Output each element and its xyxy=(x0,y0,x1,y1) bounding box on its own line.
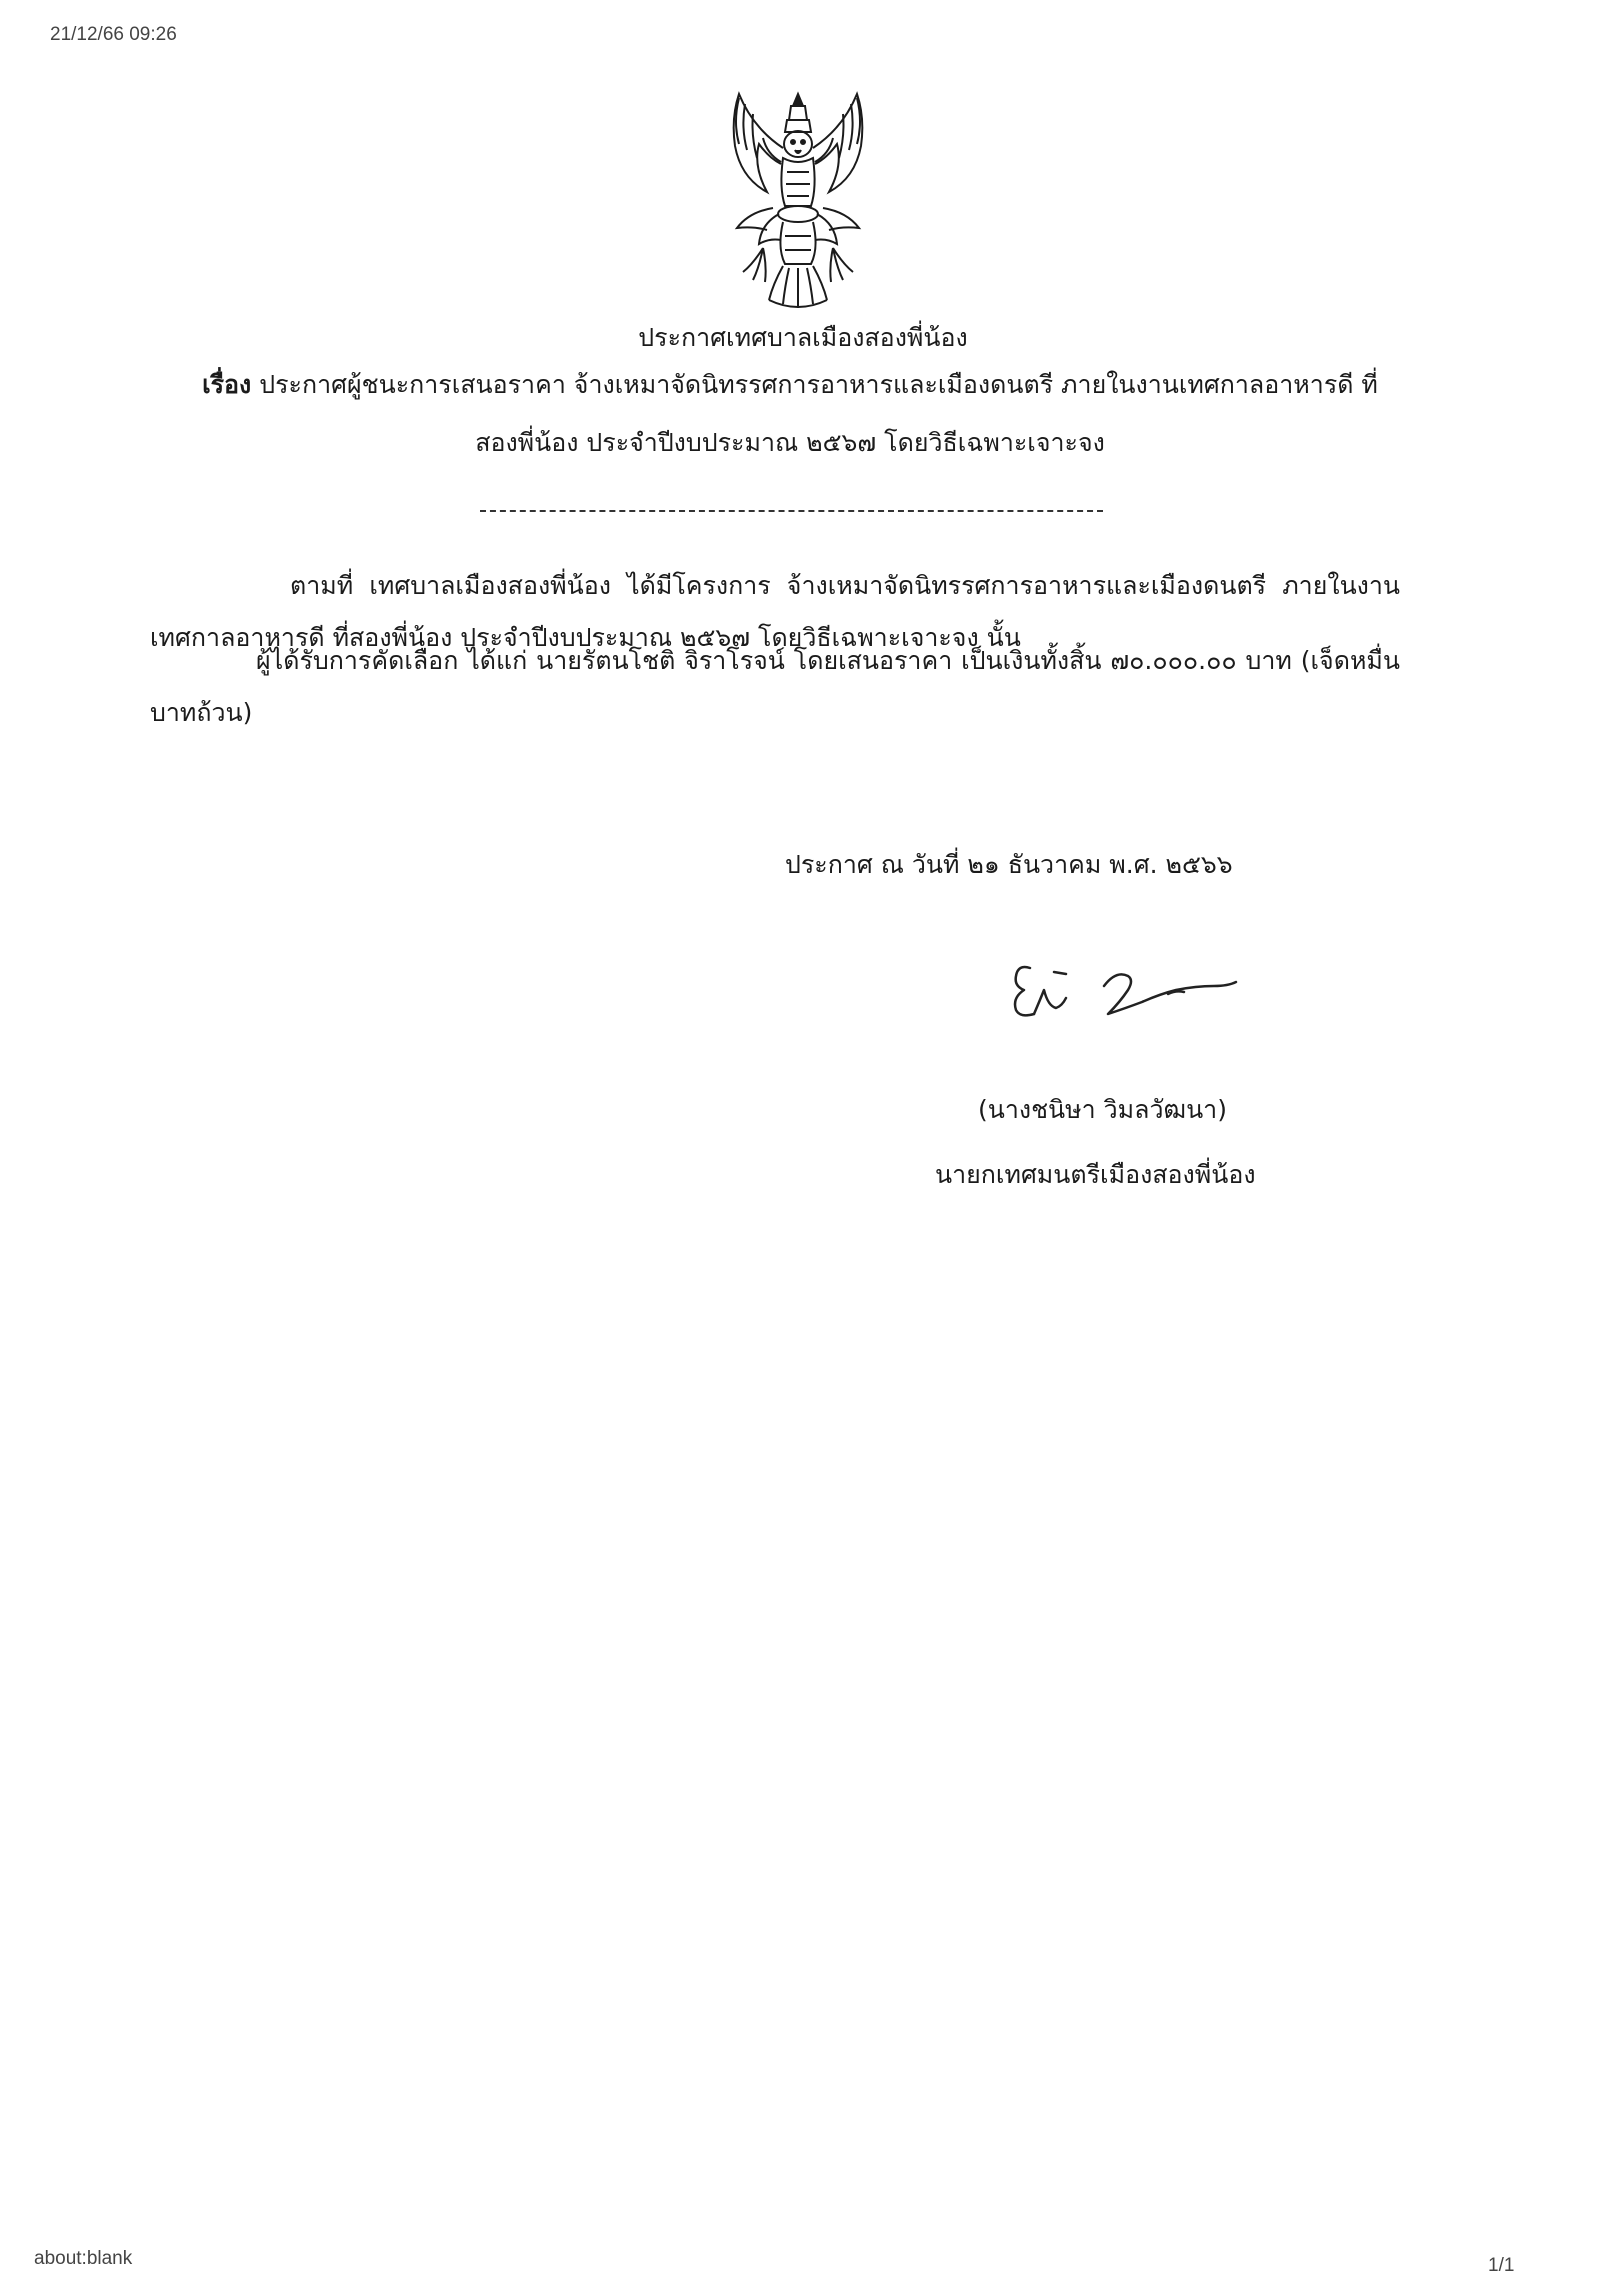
announcement-paragraph-1: ตามที่ เทศบาลเมืองสองพี่น้อง ได้มีโครงการ จ้างเหมาจัดนิทรรศการอาหารและเมืองดนตรี ภายในงานเทศกาลอาหารดี ที่สองพี่น้อง ประจำปีงบประมาณ ๒๕๖๗ โดยวิธีเฉพาะเจาะจง นั้น xyxy=(150,571,1400,652)
signature-graphic xyxy=(1000,950,1245,1030)
garuda-emblem-icon xyxy=(723,88,873,313)
print-url: about:blank xyxy=(34,2248,133,2269)
subject-label: เรื่อง xyxy=(202,370,252,399)
signer-name: (นางชนิษา วิมลวัฒนา) xyxy=(978,1095,1227,1124)
announcement-date: ประกาศ ณ วันที่ ๒๑ ธันวาคม พ.ศ. ๒๕๖๖ xyxy=(785,850,1233,879)
print-page-number: 1/1 xyxy=(1488,2255,1515,2276)
announcement-org-title: ประกาศเทศบาลเมืองสองพี่น้อง xyxy=(638,323,968,352)
dashed-divider xyxy=(480,510,1103,512)
subject-text: ประกาศผู้ชนะการเสนอราคา จ้างเหมาจัดนิทรรศการอาหารและเมืองดนตรี ภายในงานเทศกาลอาหารดี ที่สองพี่น้อง ประจำปีงบประมาณ ๒๕๖๗ โดยวิธีเฉพาะเจาะจง xyxy=(259,370,1378,457)
garuda-emblem-graphic xyxy=(723,88,873,313)
handwritten-signature xyxy=(1000,950,1245,1030)
print-datetime: 21/12/66 09:26 xyxy=(50,24,177,45)
signer-position: นายกเทศมนตรีเมืองสองพี่น้อง xyxy=(935,1160,1256,1189)
announcement-subject xyxy=(160,356,1420,472)
announcement-paragraph-2: ผู้ได้รับการคัดเลือก ได้แก่ นายรัตนโชติ จิราโรจน์ โดยเสนอราคา เป็นเงินทั้งสิ้น ๗๐.๐๐๐.๐๐ บาท (เจ็ดหมื่นบาทถ้วน) xyxy=(150,646,1400,727)
